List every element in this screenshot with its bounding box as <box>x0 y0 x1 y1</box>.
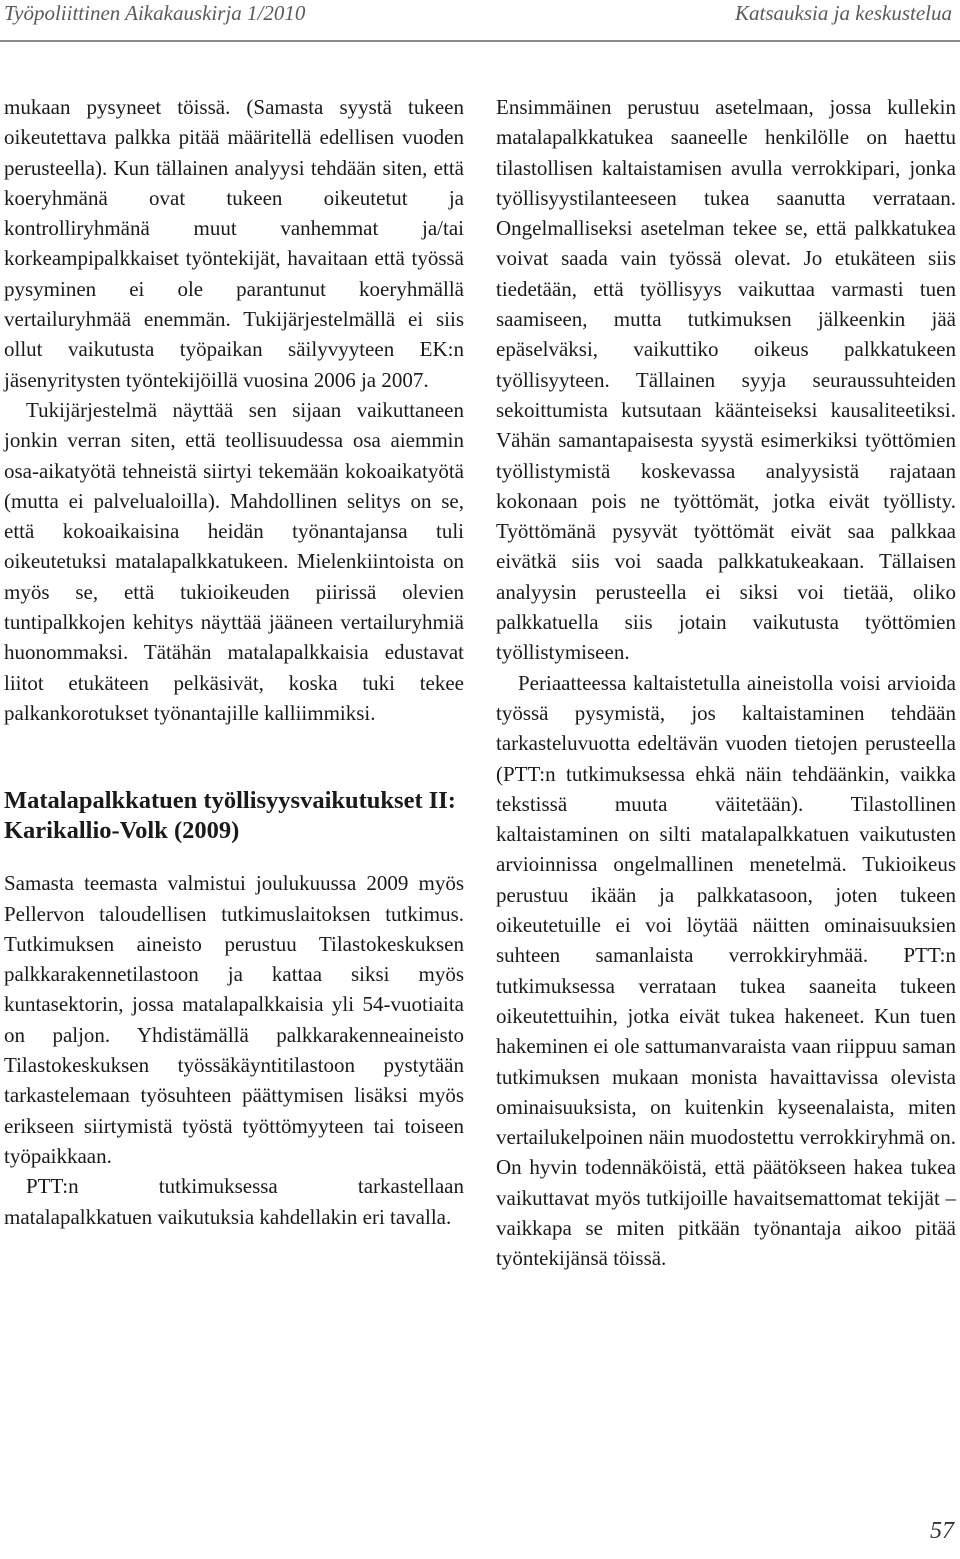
right-paragraph-2: Periaatteessa kaltaistetulla aineistolla voisi arvioida työssä pysymistä, jos kaltaistaminen tehdään tarkasteluvuotta edeltävän vuoden tietojen perusteella (PTT:n tutkimuksessa ehkä näin tehdäänkin, vaikka tekstissä muuta väitetään). Tilastollinen kaltaistaminen on silti matalapalkkatuen vaikutusten arvioinnissa ongelmallinen menetelmä. Tukioikeus perustuu ikään ja palkkatasoon, joten tukeen oikeutetuille ei voi löytää näitten ominaisuuksien suhteen samanlaista verrokkiryhmää. PTT:n tutkimuksessa verrataan tukea saaneita tukeen oikeutettuihin, jotka eivät tukea hakeneet. Kun tuen hakeminen ei ole sattumanvaraista vaan riippuu saman tutkimuksen mukaan monista havaittavissa olevista ominaisuuksista, on kuitenkin kyseenalaista, miten vertailukelpoinen näin muodostettu verrokkiryhmä on. On hyvin todennäköistä, että päätökseen hakea tukea vaikuttavat myös tutkijoille havaitsemattomat tekijät – vaikkapa se miten pitkään työnantaja aikoo pitää työntekijänsä töissä. <box>496 670 956 1271</box>
right-paragraph-1: Ensimmäinen perustuu asetelmaan, jossa kullekin matalapalkkatukea saaneelle henkilölle on haettu tilastollisen kaltaistamisen avulla verrokkipari, jonka työllisyystilanteeseen tukea saanutta verrataan. Ongelmalliseksi asetelman tekee se, että palkkatukea voivat saada vain työssä olevat. Jo etukäteen siis tiedetään, että työllisyys vaikuttaa varmasti tuen saamiseen, mutta tutkimuksen jälkeenkin jää epäselväksi, vaikuttiko oikeus palkkatukeen työllisyyteen. Tällainen syyja seuraussuhteiden sekoittumista kutsutaan käänteiseksi kausaliteetiksi. Vähän samantapaisesta syystä esimerkiksi työttömien työllistymistä koskevassa analyysistä rajataan kokonaan pois ne työttömät, jotka eivät työllisty. Työttömänä pysyvät työttömät eivät saa palkkaa eivätkä siis voi saada palkkatukeakaan. Tällaisen analyysin perusteella ei siksi voi tietää, oliko palkkatuella siis jotain vaikutusta työttömien työllistymiseen. <box>496 95 956 665</box>
section-gap <box>4 728 464 786</box>
right-column <box>496 92 956 1274</box>
section-title: Katsauksia ja keskustelua <box>735 1 952 25</box>
section-heading: Matalapalkkatuen työllisyysvaikutukset II: Karikallio-Volk (2009) <box>4 787 456 845</box>
left-paragraph-4: PTT:n tutkimuksessa tarkastellaan matalapalkkatuen vaikutuksia kahdellakin eri tavalla. <box>4 1174 464 1229</box>
left-paragraph-1: mukaan pysyneet töissä. (Samasta syystä tukeen oikeutettava palkka pitää määritellä edellisen vuoden perusteella). Kun tällainen analyysi tehdään siten, että koeryhmänä ovat tukeen oikeutetut ja kontrolliryhmänä muut vanhemmat ja/tai korkeampipalkkaiset työntekijät, havaitaan että työssä pysyminen ei ole parantunut koeryhmällä vertailuryhmää enemmän. Tukijärjestelmällä ei siis ollut vaikutusta työpaikan säilyvyyteen EK:n jäsenyritysten työntekijöillä vuosina 2006 ja 2007. <box>4 95 464 392</box>
header-rule <box>0 40 960 42</box>
journal-title: Työpoliittinen Aikakauskirja 1/2010 <box>4 1 306 25</box>
left-paragraph-2: Tukijärjestelmä näyttää sen sijaan vaikuttaneen jonkin verran siten, että teollisuudessa osa aiemmin osa-aikatyötä tehneistä siirtyi tekemään kokoaikatyötä (mutta ei palvelualoilla). Mahdollinen selitys on se, että kokoaikaisina heidän työnantajansa tuli oikeutetuksi matalapalkkatukeen. Mielenkiintoista on myös se, että tukioikeuden piirissä olevien tuntipalkkojen kehitys näyttää jääneen vertailuryhmiä huonommaksi. Tätähän matalapalkkaisia edustavat liitot etukäteen pelkäsivät, koska tuki tekee palkankorotukset työnantajille kalliimmiksi. <box>4 397 464 725</box>
page-number: 57 <box>930 1518 954 1544</box>
left-column <box>4 92 464 1232</box>
heading-gap <box>4 846 464 868</box>
running-header <box>0 0 960 44</box>
left-paragraph-3: Samasta teemasta valmistui joulukuussa 2009 myös Pellervon taloudellisen tutkimuslaitoksen tutkimus. Tutkimuksen aineisto perustuu Tilastokeskuksen palkkarakennetilastoon ja kattaa siksi myös kuntasektorin, jossa matalapalkkaisia yli 54-vuotiaita on paljon. Yhdistämällä palkkarakenneaineisto Tilastokeskuksen työssäkäyntitilastoon pystytään tarkastelemaan työsuhteen päättymisen lisäksi myös erikseen siirtymistä työstä työttömyyteen tai toiseen työpaikkaan. <box>4 871 464 1168</box>
